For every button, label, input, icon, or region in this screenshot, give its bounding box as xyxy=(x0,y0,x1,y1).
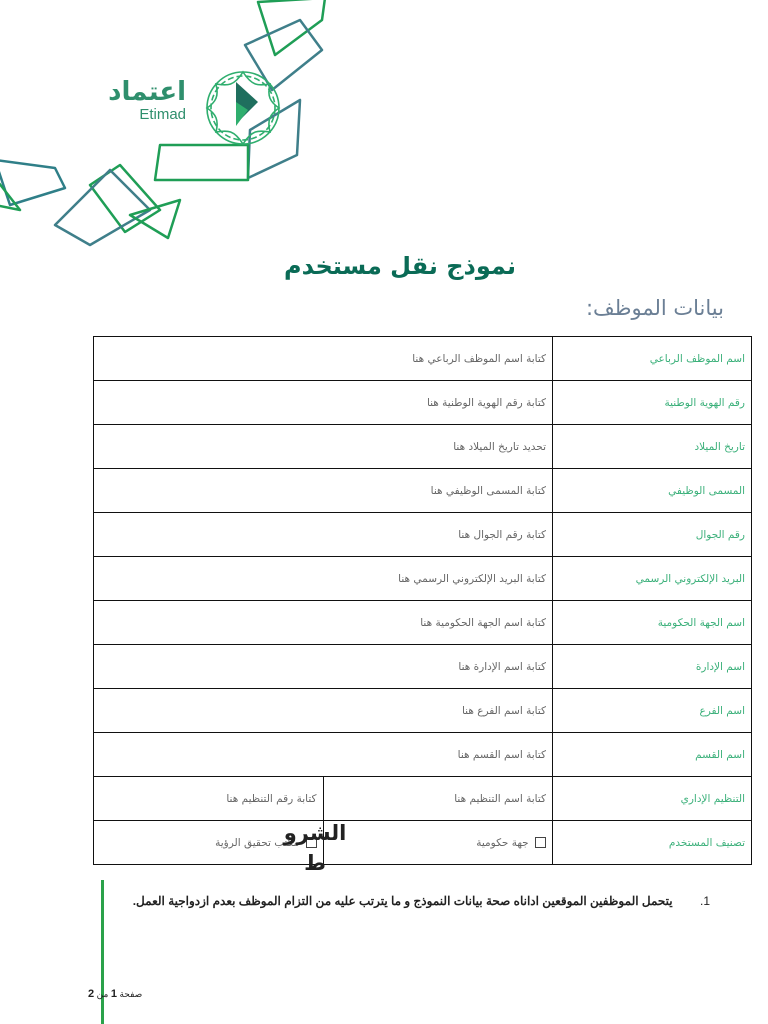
page-prefix: صفحة xyxy=(119,989,143,999)
logo-latin: Etimad xyxy=(139,106,186,123)
row-value-field[interactable]: كتابة اسم الموظف الرباعي هنا xyxy=(94,337,553,381)
table-row xyxy=(94,601,752,645)
logo-wordmark xyxy=(86,78,186,124)
classification-label: تصنيف المستخدم xyxy=(553,821,752,865)
org-label: التنظيم الإداري xyxy=(553,777,752,821)
page-number xyxy=(88,988,142,1000)
table-row xyxy=(94,513,752,557)
option-vision-label: مكتب تحقيق الرؤية xyxy=(215,836,300,849)
row-value-field[interactable]: كتابة اسم الفرع هنا xyxy=(94,689,553,733)
row-value-field[interactable]: كتابة البريد الإلكتروني الرسمي هنا xyxy=(94,557,553,601)
table-row xyxy=(94,557,752,601)
decorative-shapes xyxy=(0,0,768,260)
org-name-field[interactable]: كتابة اسم التنظيم هنا xyxy=(323,777,553,821)
table-row xyxy=(94,425,752,469)
row-value-field[interactable]: كتابة اسم الجهة الحكومية هنا xyxy=(94,601,553,645)
row-label: اسم الفرع xyxy=(553,689,752,733)
row-label: اسم الموظف الرباعي xyxy=(553,337,752,381)
row-label: تاريخ الميلاد xyxy=(553,425,752,469)
table-row xyxy=(94,777,752,821)
row-value-field[interactable]: كتابة اسم الإدارة هنا xyxy=(94,645,553,689)
table-row xyxy=(94,645,752,689)
row-label: اسم الجهة الحكومية xyxy=(553,601,752,645)
table-row xyxy=(94,821,752,865)
option-government[interactable] xyxy=(323,821,553,865)
logo-arabic: اعتماد xyxy=(108,77,186,107)
row-label: رقم الهوية الوطنية xyxy=(553,381,752,425)
row-value-field[interactable]: كتابة المسمى الوظيفي هنا xyxy=(94,469,553,513)
checkbox-icon[interactable] xyxy=(535,837,546,848)
page-of: من xyxy=(96,989,109,999)
note-text: يتحمل الموظفين الموقعين اداناه صحة بيانات النموذج و ما يترتب عليه من التزام الموظف بعدم ازدواجية العمل. xyxy=(132,894,673,908)
page-total: 2 xyxy=(88,988,95,1000)
page-current: 1 xyxy=(110,988,117,1000)
row-label: رقم الجوال xyxy=(553,513,752,557)
page-title: نموذج نقل مستخدم xyxy=(283,252,516,280)
org-number-field[interactable]: كتابة رقم التنظيم هنا xyxy=(94,777,324,821)
table-row xyxy=(94,337,752,381)
employee-data-table xyxy=(93,336,752,865)
section-heading: بيانات الموظف: xyxy=(585,296,724,320)
vertical-divider xyxy=(101,880,104,1024)
table-row xyxy=(94,381,752,425)
row-value-field[interactable]: كتابة رقم الهوية الوطنية هنا xyxy=(94,381,553,425)
table-row xyxy=(94,733,752,777)
etimad-logo-icon xyxy=(200,58,290,158)
note-number: 1. xyxy=(699,894,710,908)
row-value-field[interactable]: تحديد تاريخ الميلاد هنا xyxy=(94,425,553,469)
conditions-heading: الشرو ط xyxy=(283,821,347,875)
row-label: اسم الإدارة xyxy=(553,645,752,689)
row-label: المسمى الوظيفي xyxy=(553,469,752,513)
table-row xyxy=(94,469,752,513)
row-label: البريد الإلكتروني الرسمي xyxy=(553,557,752,601)
table-row xyxy=(94,689,752,733)
terms-note xyxy=(110,894,710,908)
option-government-label: جهة حكومية xyxy=(476,836,529,849)
row-value-field[interactable]: كتابة اسم القسم هنا xyxy=(94,733,553,777)
row-value-field[interactable]: كتابة رقم الجوال هنا xyxy=(94,513,553,557)
row-label: اسم القسم xyxy=(553,733,752,777)
